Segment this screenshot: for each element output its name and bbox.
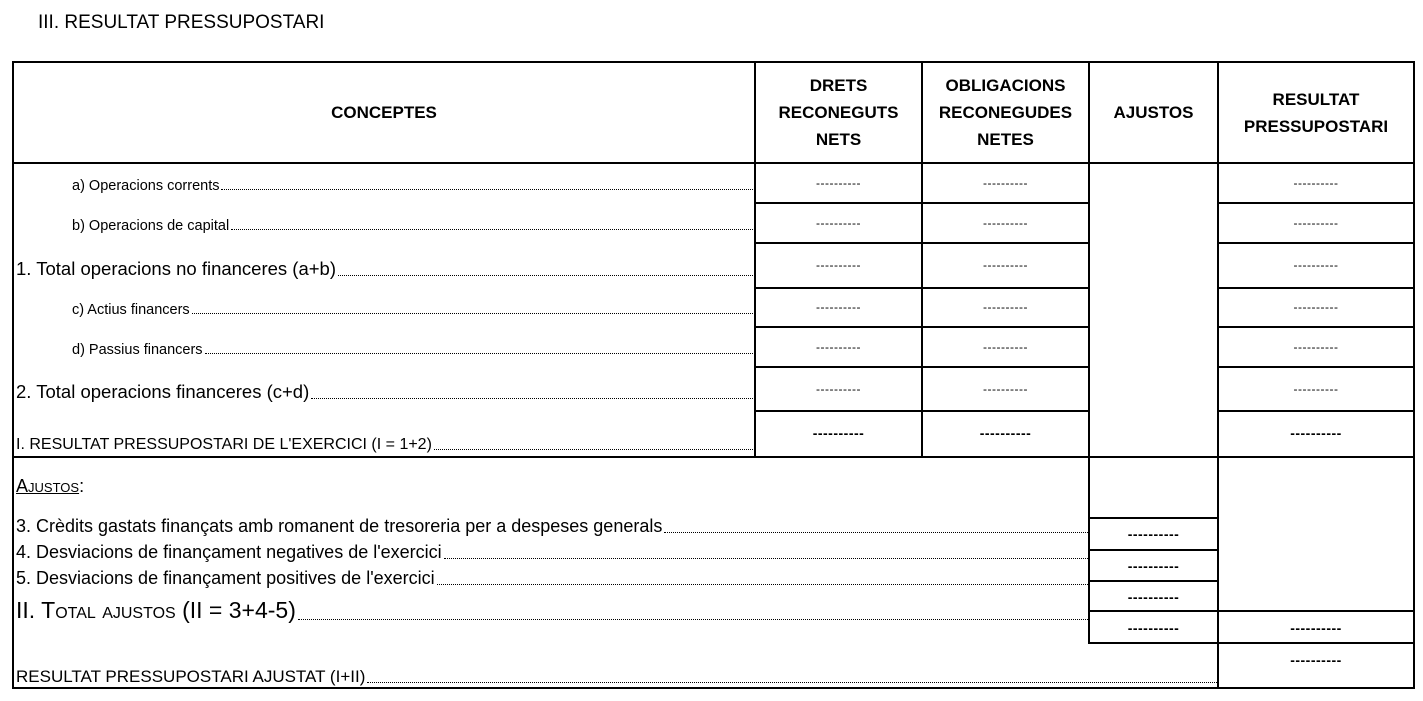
obligacions-total-1: ----------	[983, 258, 1028, 272]
resultat-a: ----------	[1293, 176, 1339, 190]
ajustos-value-total: ----------	[1127, 620, 1180, 636]
drets-total-1: ----------	[816, 258, 861, 272]
resultat-c: ----------	[1293, 300, 1339, 314]
ajustos-item-3: 3. Crèdits gastats finançats amb romanent de tresoreria per a despeses generals	[16, 512, 1088, 537]
row-label-b: b) Operacions de capital	[72, 210, 753, 234]
obligacions-a: ----------	[983, 176, 1028, 190]
header-drets: DRETS RECONEGUTS NETS	[778, 76, 899, 149]
row-label-total-1: 1. Total operacions no financeres (a+b)	[16, 252, 753, 280]
drets-resultat: ----------	[812, 425, 865, 441]
ajustos-item-5: 5. Desviacions de finançament positives de l'exercici	[16, 564, 1088, 589]
resultat-total-ajustos: ----------	[1290, 620, 1342, 636]
ajustos-item-4: 4. Desviacions de finançament negatives de l'exercici	[16, 538, 1088, 563]
resultat-b: ----------	[1293, 216, 1339, 230]
resultat-total-1: ----------	[1293, 258, 1339, 272]
ajustos-heading: Ajustos:	[16, 476, 85, 496]
obligacions-total-2: ----------	[983, 382, 1028, 396]
resultat-total-2: ----------	[1293, 382, 1339, 396]
ajustos-value-4: ----------	[1127, 558, 1180, 574]
row-label-total-2: 2. Total operacions financeres (c+d)	[16, 375, 753, 403]
obligacions-resultat: ----------	[979, 425, 1032, 441]
header-obligacions: OBLIGACIONS RECONEGUDES NETES	[938, 76, 1073, 149]
final-value: ----------	[1290, 652, 1342, 668]
resultat-d: ----------	[1293, 340, 1339, 354]
final-label: RESULTAT PRESSUPOSTARI AJUSTAT (I+II)	[16, 662, 1217, 687]
resultat-exercici: ----------	[1290, 425, 1342, 441]
row-label-d: d) Passius financers	[72, 334, 753, 358]
drets-c: ----------	[816, 300, 861, 314]
drets-total-2: ----------	[816, 382, 861, 396]
header-conceptes: CONCEPTES	[331, 103, 437, 122]
drets-a: ----------	[816, 176, 861, 190]
obligacions-b: ----------	[983, 216, 1028, 230]
drets-d: ----------	[816, 340, 861, 354]
row-label-a: a) Operacions corrents	[72, 170, 753, 194]
drets-b: ----------	[816, 216, 861, 230]
ajustos-value-5: ----------	[1127, 589, 1180, 605]
section-title: III. RESULTAT PRESSUPOSTARI	[38, 12, 325, 33]
row-label-resultat-exercici: I. RESULTAT PRESSUPOSTARI DE L'EXERCICI (I = 1+2)	[16, 428, 753, 454]
ajustos-total: II. Total ajustos (II = 3+4-5)	[16, 592, 1088, 624]
obligacions-d: ----------	[983, 340, 1028, 354]
row-label-c: c) Actius financers	[72, 294, 753, 318]
header-ajustos: AJUSTOS	[1113, 103, 1194, 122]
ajustos-value-3: ----------	[1127, 526, 1180, 542]
obligacions-c: ----------	[983, 300, 1028, 314]
header-resultat: RESULTAT PRESSUPOSTARI	[1243, 89, 1389, 136]
